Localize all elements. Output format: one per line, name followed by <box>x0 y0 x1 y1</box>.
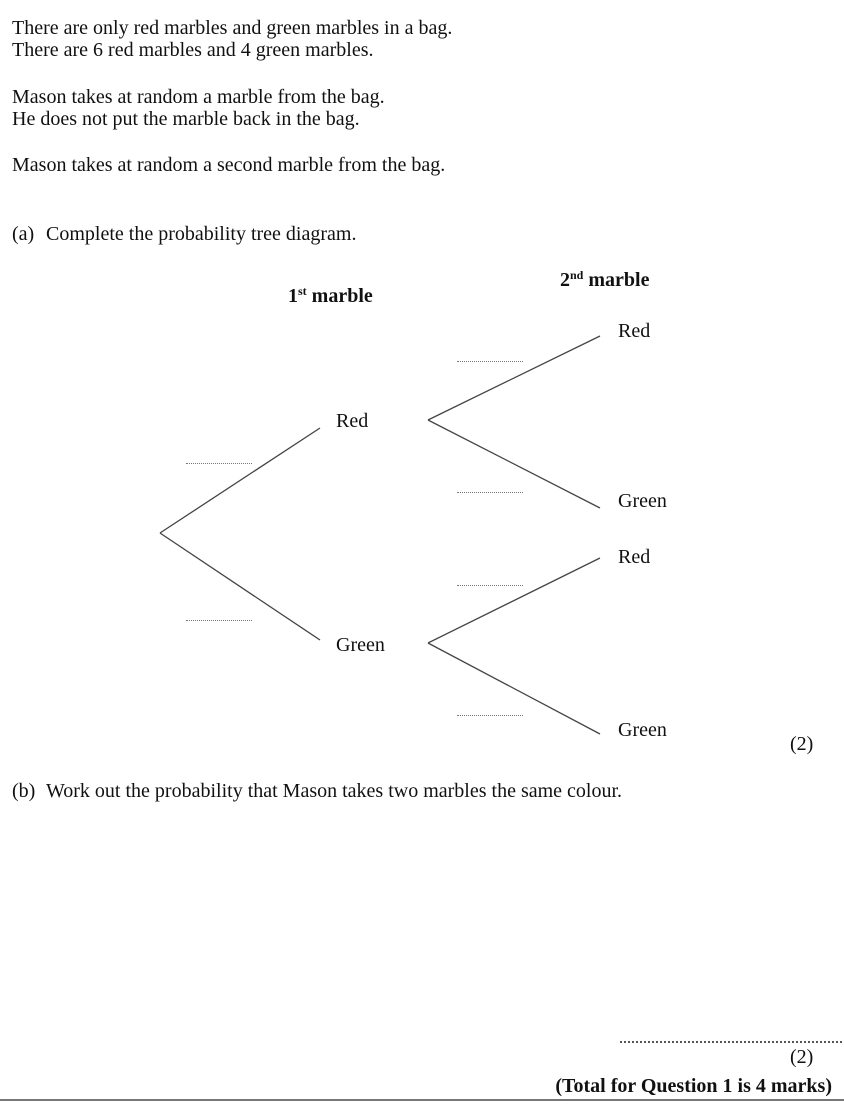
second-marble-number: 2 <box>560 269 570 291</box>
part-a-label: (a) <box>12 223 35 245</box>
branch-first-green <box>160 533 320 640</box>
question-total: (Total for Question 1 is 4 marks) <box>555 1075 832 1097</box>
branch-green-green <box>428 643 600 734</box>
prob-blank-green-red[interactable] <box>457 585 523 586</box>
prob-blank-green-green[interactable] <box>457 715 523 716</box>
second-marble-word: marble <box>588 269 650 291</box>
part-b-marks: (2) <box>790 1046 814 1068</box>
part-b-label: (b) <box>12 780 36 802</box>
second-marble-heading <box>560 268 649 292</box>
prob-blank-red-red[interactable] <box>457 361 523 362</box>
part-a-question: Complete the probability tree diagram. <box>46 223 357 245</box>
second-green-red-label: Red <box>618 546 651 568</box>
part-b-question: Work out the probability that Mason takes two marbles the same colour. <box>46 780 623 802</box>
first-marble-word: marble <box>311 285 373 307</box>
second-marble-ordinal: nd <box>570 268 584 282</box>
second-green-green-label: Green <box>618 719 667 741</box>
second-red-green-label: Green <box>618 490 667 512</box>
prob-blank-first-red[interactable] <box>186 463 252 464</box>
intro-line-2: There are 6 red marbles and 4 green marbles. <box>12 39 374 61</box>
first-green-label: Green <box>336 634 385 656</box>
prob-blank-first-green[interactable] <box>186 620 252 621</box>
intro-line-3: Mason takes at random a marble from the bag. <box>12 86 385 108</box>
intro-line-5: Mason takes at random a second marble from the bag. <box>12 154 446 176</box>
intro-line-1: There are only red marbles and green marbles in a bag. <box>12 17 453 39</box>
branch-green-red <box>428 558 600 643</box>
answer-line[interactable] <box>620 1041 842 1043</box>
first-red-label: Red <box>336 410 369 432</box>
first-marble-ordinal: st <box>298 284 307 298</box>
branch-red-red <box>428 336 600 420</box>
second-red-red-label: Red <box>618 320 651 342</box>
first-marble-number: 1 <box>288 285 298 307</box>
branch-first-red <box>160 428 320 533</box>
branch-red-green <box>428 420 600 508</box>
bottom-rule <box>0 1099 844 1101</box>
part-a-marks: (2) <box>790 733 814 755</box>
first-marble-heading <box>288 284 373 308</box>
prob-blank-red-green[interactable] <box>457 492 523 493</box>
intro-line-4: He does not put the marble back in the bag. <box>12 108 360 130</box>
